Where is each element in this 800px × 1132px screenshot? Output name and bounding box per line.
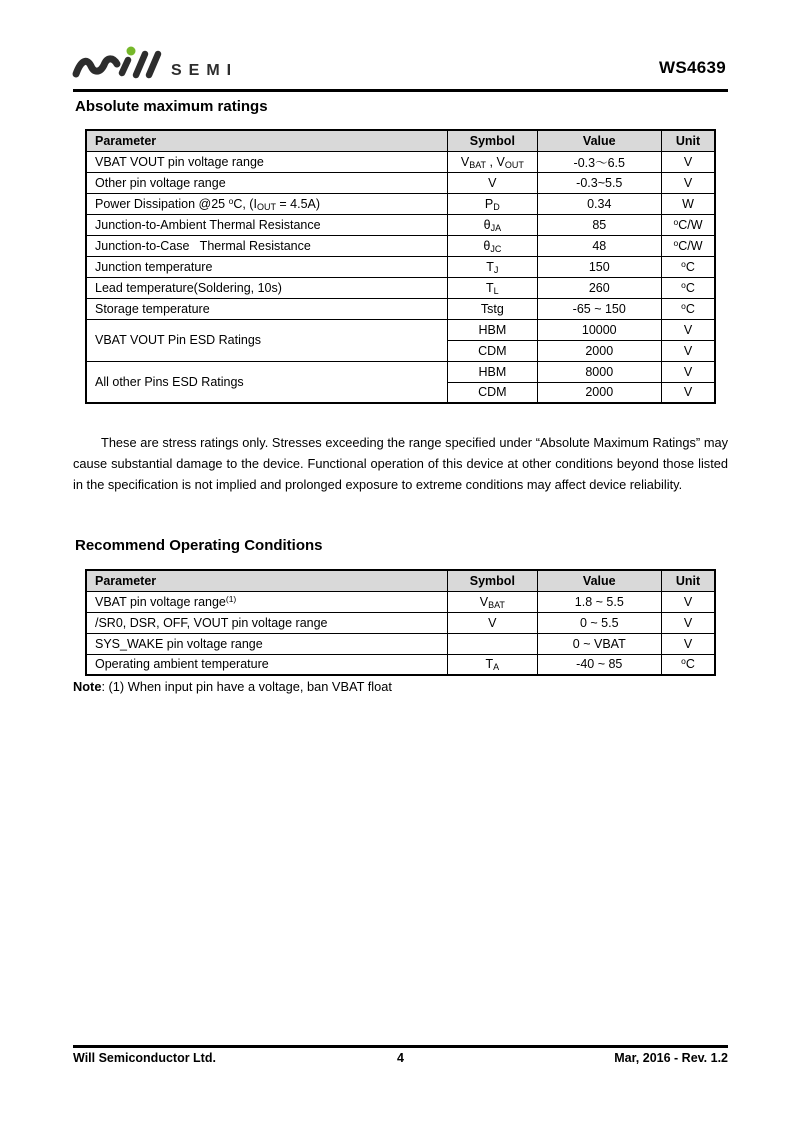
table-cell: $^o$C — [662, 298, 715, 319]
footer-page-number: 4 — [397, 1051, 404, 1065]
footer-rule — [73, 1045, 728, 1048]
recommend-operating-conditions-table-wrap — [85, 569, 716, 676]
will-semi-logo — [70, 44, 255, 93]
table-cell: $^o$C/W — [662, 214, 715, 235]
logo-graphic — [70, 44, 255, 88]
footer-revision: Mar, 2016 - Rev. 1.2 — [614, 1051, 728, 1065]
table-cell: 260 — [537, 277, 662, 298]
table-row — [86, 591, 715, 612]
table-cell: Junction-to-Ambient Thermal Resistance — [86, 214, 448, 235]
table-row — [86, 151, 715, 172]
absolute-maximum-ratings-table — [85, 129, 716, 404]
table-cell: V — [662, 151, 715, 172]
logo-slash-2 — [149, 54, 158, 75]
column-header: Parameter — [86, 570, 448, 591]
table-cell: 85 — [537, 214, 662, 235]
table-cell: $P_D$ — [448, 193, 537, 214]
table-cell: VBAT pin voltage range$^{(1)}$ — [86, 591, 448, 612]
table-cell: V — [662, 172, 715, 193]
table-cell: V — [448, 172, 537, 193]
table-cell: VBAT VOUT pin voltage range — [86, 151, 448, 172]
section-title-recommend-operating-conditions: Recommend Operating Conditions — [75, 537, 323, 554]
stress-ratings-paragraph: These are stress ratings only. Stresses exceeding the range specified under “Absolute Maximum Ratings” may cause substantial damage to the device. Functional operation of this device at other conditions beyond those listed in the specification is not implied and prolonged exposure to extreme conditions may affect device reliability. — [73, 435, 728, 492]
note-text — [73, 679, 728, 694]
table-cell: 2000 — [537, 382, 662, 403]
table-cell: $\theta_{JA}$ — [448, 214, 537, 235]
note-body: : (1) When input pin have a voltage, ban VBAT float — [101, 679, 392, 694]
column-header: Unit — [662, 130, 715, 151]
table-cell: 0 ~ VBAT — [537, 633, 662, 654]
table-cell: 0 ~ 5.5 — [537, 612, 662, 633]
table-row — [86, 319, 715, 340]
table-cell: CDM — [448, 340, 537, 361]
table-row — [86, 214, 715, 235]
table-cell: V — [662, 319, 715, 340]
table-cell: SYS_WAKE pin voltage range — [86, 633, 448, 654]
table-cell: $^o$C — [662, 277, 715, 298]
absolute-maximum-ratings-table-wrap — [85, 129, 716, 404]
table-row — [86, 633, 715, 654]
table-cell: W — [662, 193, 715, 214]
column-header: Symbol — [448, 130, 537, 151]
table-cell: -40 ~ 85 — [537, 654, 662, 675]
column-header: Symbol — [448, 570, 537, 591]
footer — [73, 1051, 728, 1065]
logo-wave — [76, 59, 117, 74]
table-cell: 8000 — [537, 361, 662, 382]
column-header: Value — [537, 570, 662, 591]
table-cell: Junction temperature — [86, 256, 448, 277]
table-row — [86, 298, 715, 319]
table-cell: $^o$C — [662, 256, 715, 277]
section-title-absolute-maximum-ratings: Absolute maximum ratings — [75, 98, 268, 115]
table-cell: Other pin voltage range — [86, 172, 448, 193]
table-cell: $V_{BAT}$ — [448, 591, 537, 612]
table-row — [86, 277, 715, 298]
table-cell: Power Dissipation @25 $^o$C, $(I_{OUT} = 4.5A)$ — [86, 193, 448, 214]
table-row — [86, 612, 715, 633]
table-cell: 10000 — [537, 319, 662, 340]
note-label: Note — [73, 679, 102, 694]
table-row — [86, 654, 715, 675]
footer-company: Will Semiconductor Ltd. — [73, 1051, 216, 1065]
table-row — [86, 172, 715, 193]
table-cell: -0.3～6.5 — [537, 151, 662, 172]
table-cell: $T_J$ — [448, 256, 537, 277]
table-cell: HBM — [448, 319, 537, 340]
column-header: Unit — [662, 570, 715, 591]
table-cell: /SR0, DSR, OFF, VOUT pin voltage range — [86, 612, 448, 633]
logo-i-stem — [122, 60, 128, 73]
table-cell: $^o$C — [662, 654, 715, 675]
table-cell: 150 — [537, 256, 662, 277]
recommend-operating-conditions-table — [85, 569, 716, 676]
product-number: WS4639 — [658, 58, 726, 77]
header-rule — [73, 89, 728, 92]
table-cell: 1.8 ~ 5.5 — [537, 591, 662, 612]
table-cell: V — [662, 361, 715, 382]
table-cell: All other Pins ESD Ratings — [86, 361, 448, 403]
table-cell: $T_A$ — [448, 654, 537, 675]
table-row — [86, 193, 715, 214]
table-cell: V — [662, 633, 715, 654]
logo-semi-text: SEMI — [171, 62, 239, 79]
logo-green-dot — [127, 47, 136, 56]
table-cell: 0.34 — [537, 193, 662, 214]
table-cell: VBAT VOUT Pin ESD Ratings — [86, 319, 448, 361]
table-header-row — [86, 130, 715, 151]
table-cell: Tstg — [448, 298, 537, 319]
table-cell: Storage temperature — [86, 298, 448, 319]
column-header: Value — [537, 130, 662, 151]
table-cell: $T_L$ — [448, 277, 537, 298]
table-cell: V — [448, 612, 537, 633]
table-cell: $V_{BAT}$ , $V_{OUT}$ — [448, 151, 537, 172]
table-cell: -65 ~ 150 — [537, 298, 662, 319]
table-cell: $^o$C/W — [662, 235, 715, 256]
table-cell: Operating ambient temperature — [86, 654, 448, 675]
table-cell — [448, 633, 537, 654]
table-cell: V — [662, 340, 715, 361]
column-header: Parameter — [86, 130, 448, 151]
table-cell: Lead temperature(Soldering, 10s) — [86, 277, 448, 298]
table-cell: V — [662, 382, 715, 403]
logo-slash-1 — [136, 54, 145, 75]
table-cell: 48 — [537, 235, 662, 256]
table-cell: V — [662, 612, 715, 633]
table-cell: HBM — [448, 361, 537, 382]
table-cell: $\theta_{JC}$ — [448, 235, 537, 256]
table-cell: CDM — [448, 382, 537, 403]
table-row — [86, 256, 715, 277]
table-cell: Junction-to-Case Thermal Resistance — [86, 235, 448, 256]
table-cell: 2000 — [537, 340, 662, 361]
table-row — [86, 235, 715, 256]
table-header-row — [86, 570, 715, 591]
table-row — [86, 361, 715, 382]
table-cell: -0.3~5.5 — [537, 172, 662, 193]
table-cell: V — [662, 591, 715, 612]
